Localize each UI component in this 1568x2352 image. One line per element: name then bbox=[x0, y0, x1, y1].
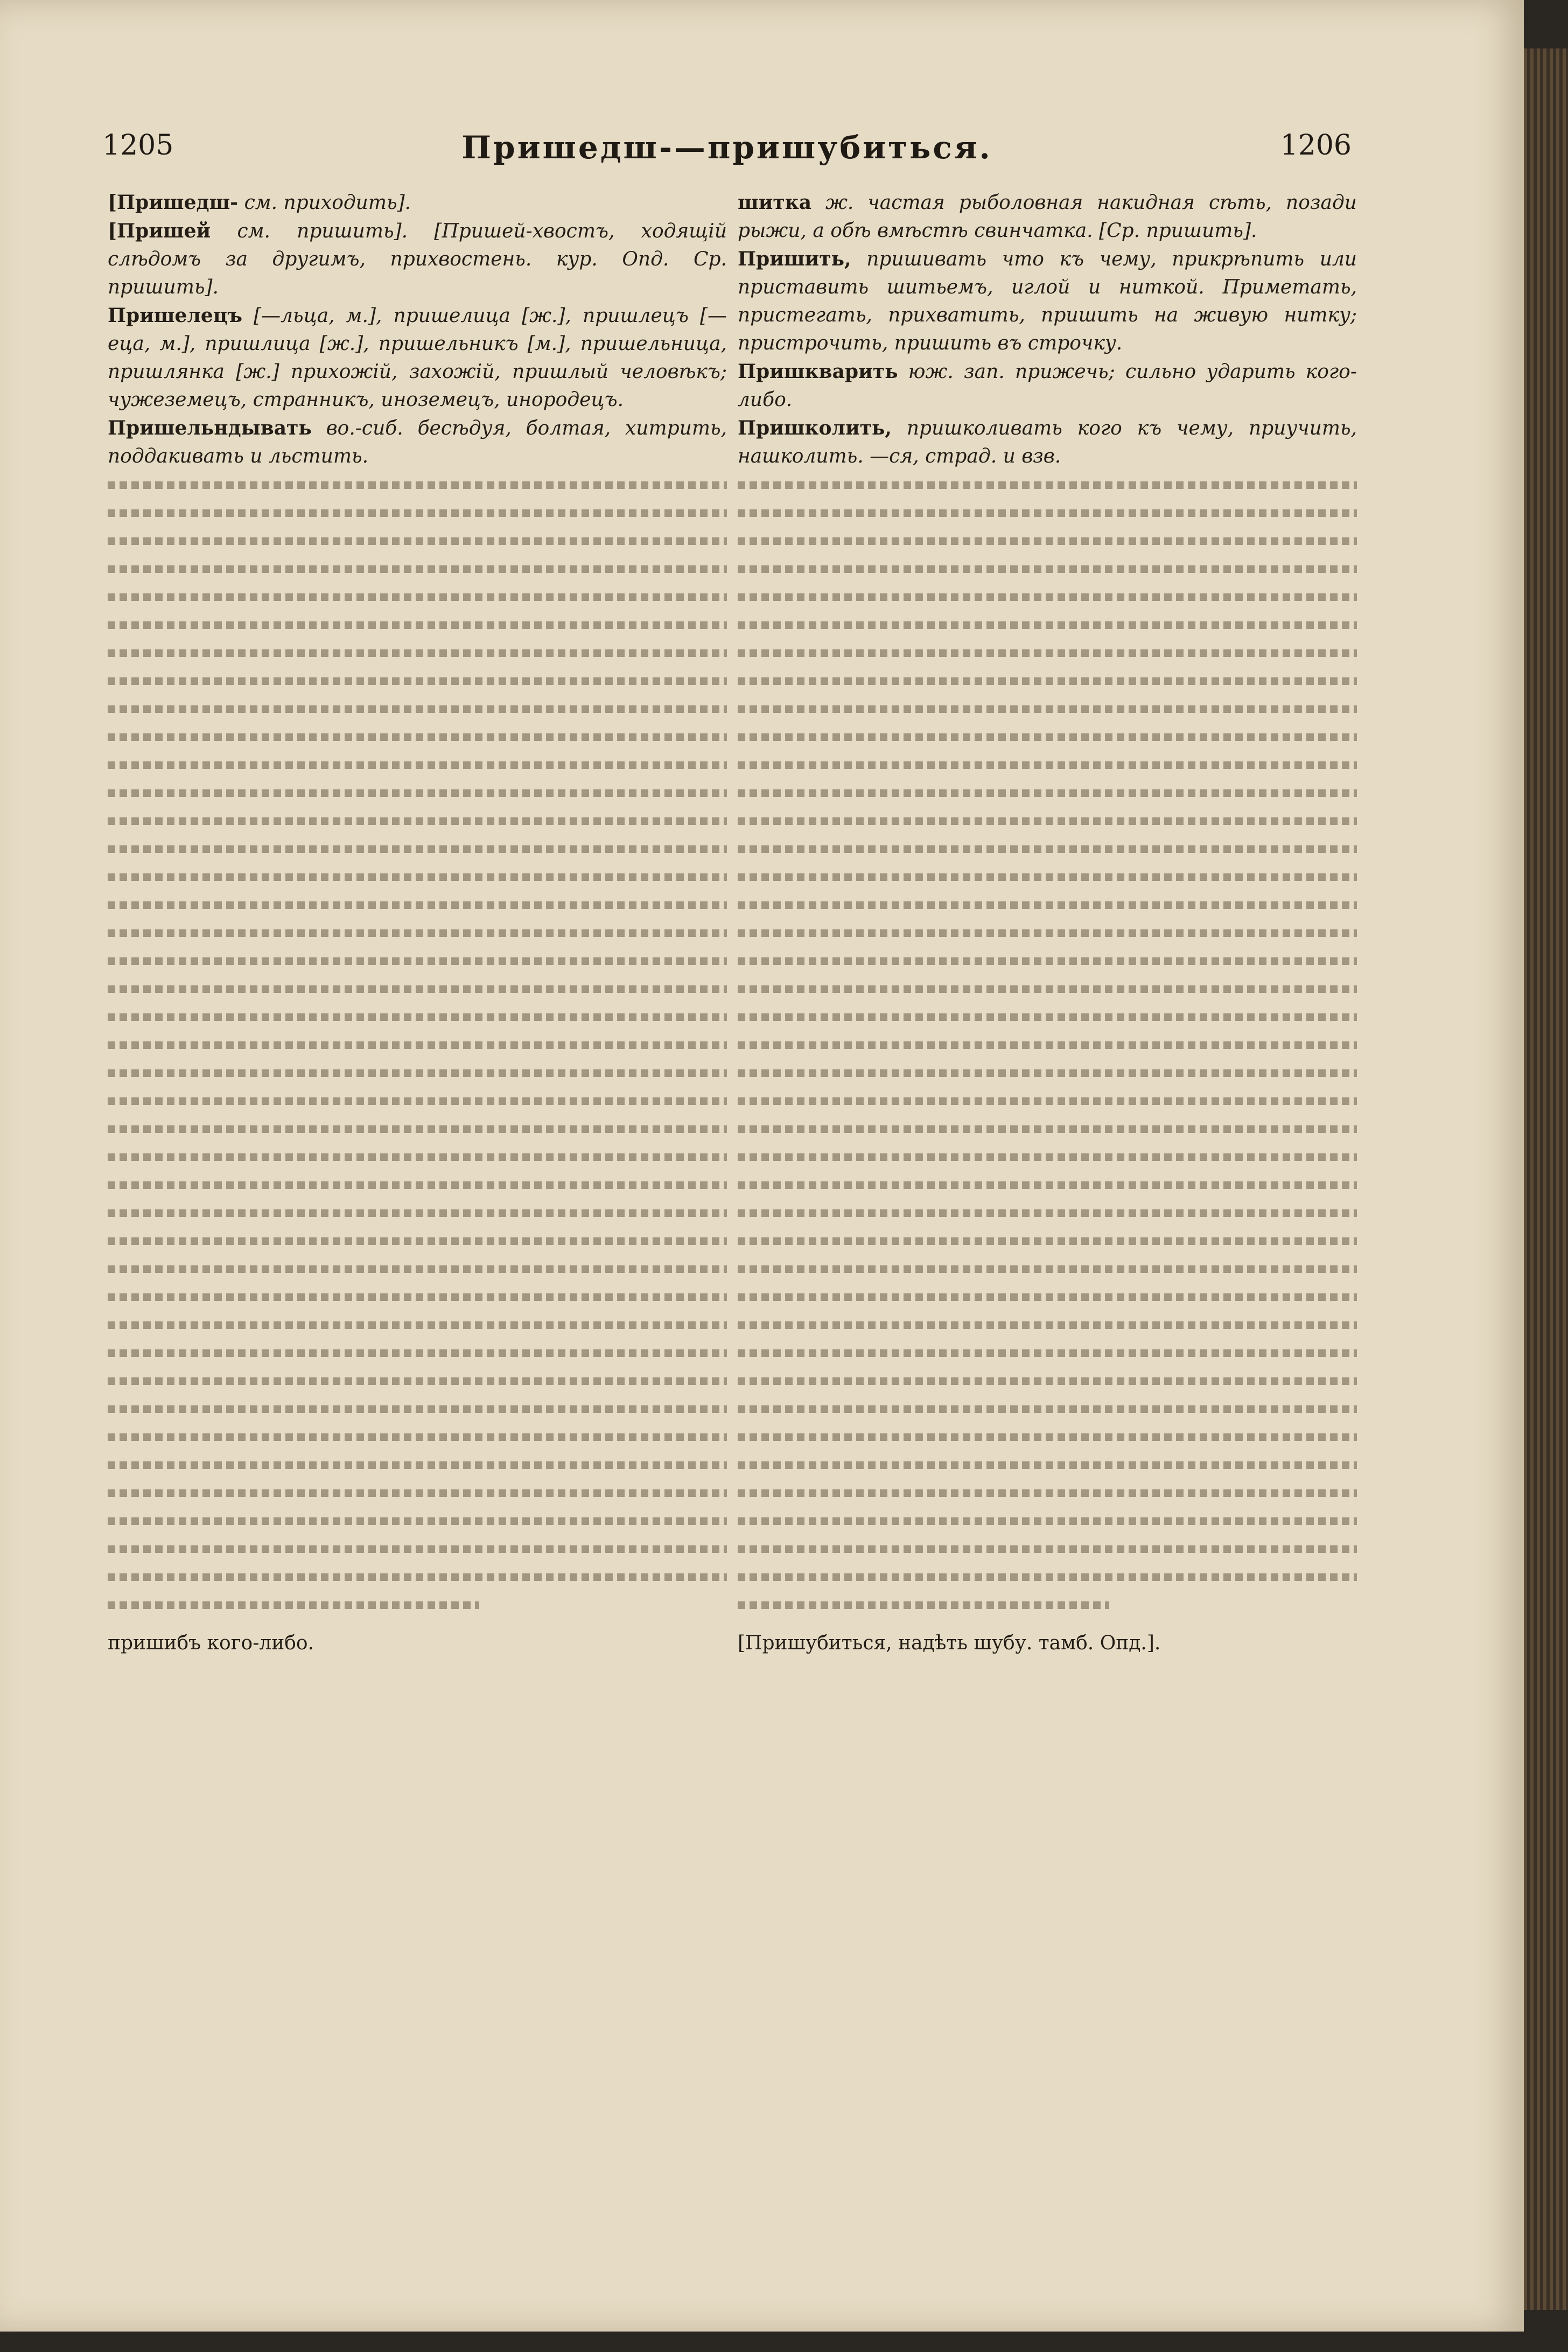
text-filler bbox=[738, 471, 1357, 1619]
entry: [Пришей см. пришить]. [Пришей-хвостъ, ходящій слѣдомъ за другимъ, прихвостень. кур. Опд. Ср. пришить]. bbox=[108, 220, 727, 298]
page-number-right: 1206 bbox=[1280, 129, 1352, 162]
running-header bbox=[102, 129, 1352, 172]
entry: Пришколить, пришколивать кого къ чему, приучить, нашколить. —ся, страд. и взв. bbox=[738, 417, 1357, 467]
entry: Пришельндывать во.-сиб. бесѣдуя, болтая, хитрить, поддакивать и льстить. bbox=[108, 417, 727, 467]
page-number-left: 1205 bbox=[102, 129, 174, 162]
column-tail: пришибъ кого-либо. bbox=[108, 1632, 314, 1654]
entry: шитка ж. частая рыболовная накидная сѣть, позади рыжи, а обѣ вмѣстѣ свинчатка. [Ср. пришить]. bbox=[738, 191, 1357, 242]
entry: Пришить, пришивать что къ чему, прикрѣпить или приставить шитьемъ, иглой и ниткой. Приметать, пристегать, прихватить, пришить на живую нитку; пристрочить, пришить въ строчку. bbox=[738, 248, 1357, 354]
book-page-edge bbox=[1524, 48, 1568, 2310]
entry: [Пришедш- см. приходить]. bbox=[108, 191, 411, 214]
left-column bbox=[108, 188, 727, 2170]
text-filler bbox=[108, 471, 727, 1619]
right-column bbox=[738, 188, 1357, 2170]
column-tail: [Пришубиться, надѣть шубу. тамб. Опд.]. bbox=[738, 1632, 1161, 1654]
running-title: Пришедш-—пришубиться. bbox=[461, 129, 992, 166]
entry: Пришкварить юж. зап. прижечь; сильно ударить кого-либо. bbox=[738, 360, 1357, 411]
entry: Пришелецъ [—льца, м.], пришелица [ж.], пришлецъ [—еца, м.], пришлица [ж.], пришельникъ [м.], пришельница, пришлянка [ж.] прихожій, захожій, пришлый человѣкъ; чужеземецъ, странникъ, иноземецъ, инородецъ. bbox=[108, 304, 727, 411]
